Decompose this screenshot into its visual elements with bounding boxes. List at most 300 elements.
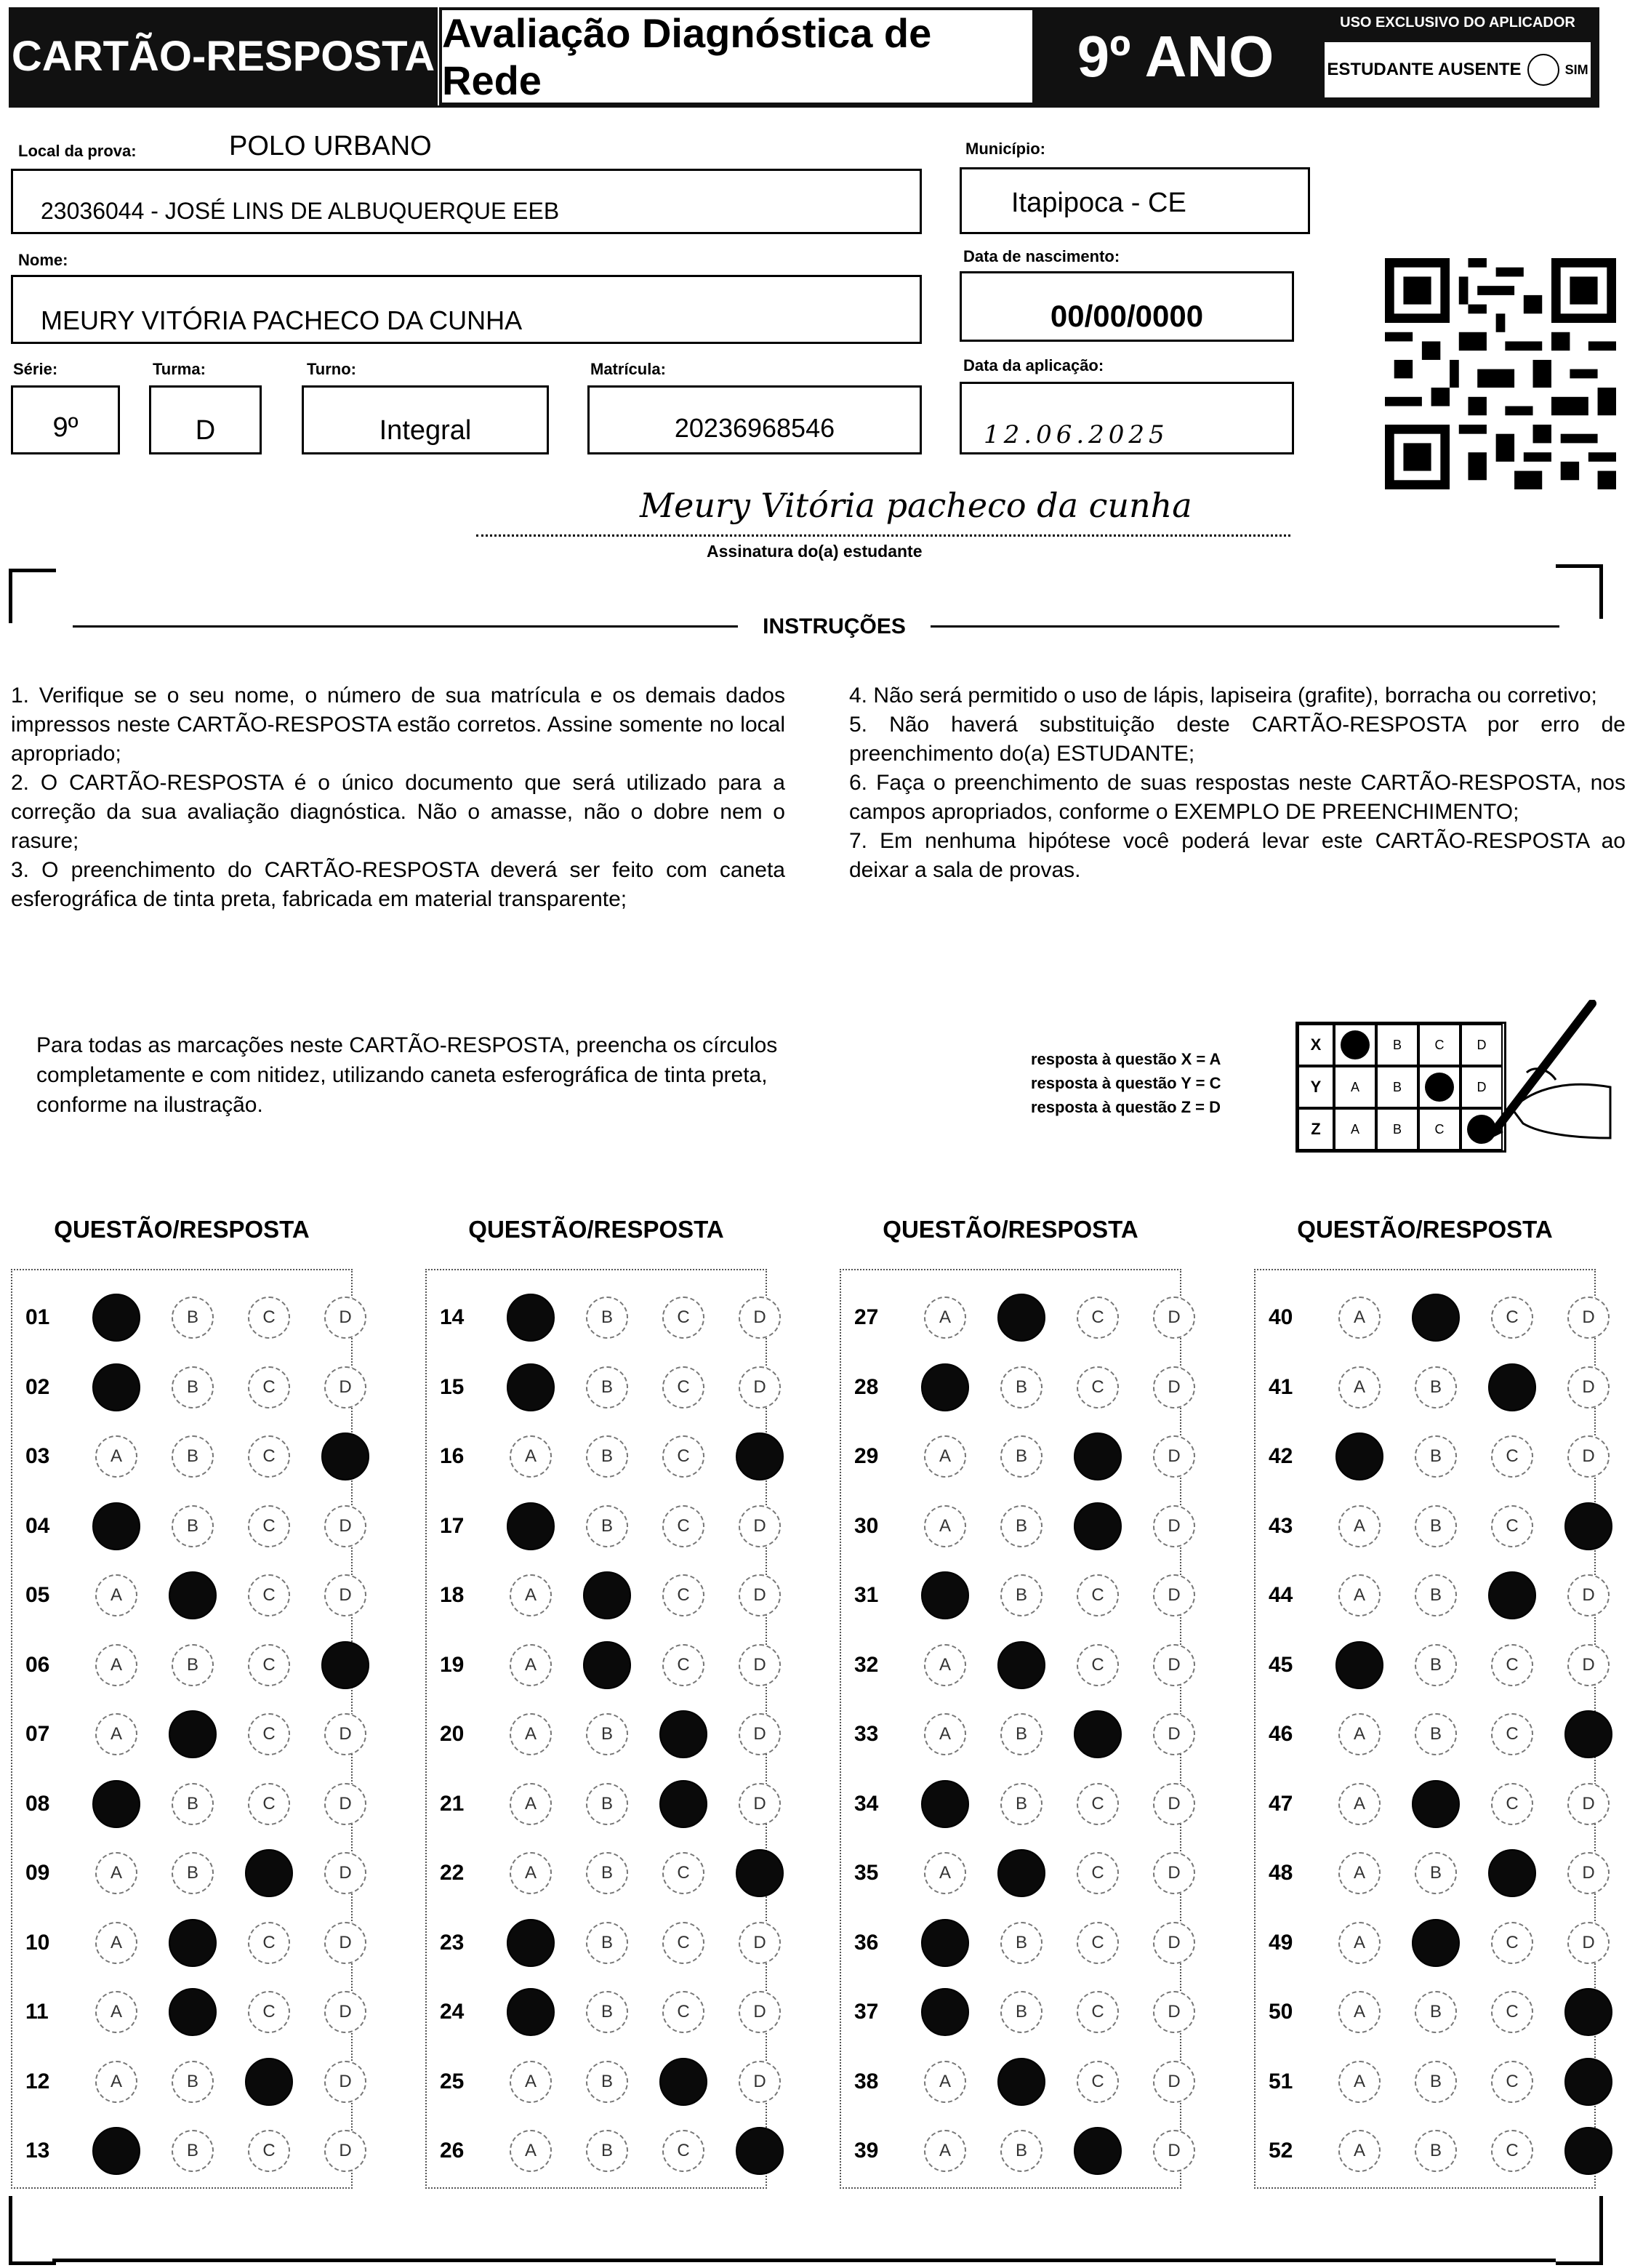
answer-bubble[interactable]: C	[662, 1991, 704, 2033]
answer-bubble-filled[interactable]	[1412, 1919, 1460, 1967]
question-number: 01	[25, 1305, 50, 1329]
answer-bubble[interactable]: B	[172, 1297, 214, 1339]
example-line-z: resposta à questão Z = D	[1031, 1098, 1221, 1116]
answer-bubble-filled[interactable]	[1564, 1988, 1612, 2036]
answer-bubble[interactable]: B	[1415, 1713, 1457, 1755]
answer-bubble[interactable]: B	[1000, 1713, 1043, 1755]
answer-bubble[interactable]: D	[739, 2061, 781, 2103]
question-number: 04	[25, 1513, 50, 1538]
answer-bubble-filled[interactable]	[169, 1919, 217, 1967]
question-number: 25	[440, 2069, 465, 2093]
answer-bubble[interactable]: D	[324, 1922, 366, 1964]
answer-bubble-filled[interactable]	[659, 2058, 707, 2106]
answer-bubble-filled[interactable]	[736, 1432, 784, 1480]
answer-bubble-filled[interactable]	[92, 2127, 140, 2175]
answer-bubble[interactable]: C	[248, 1435, 290, 1478]
answer-bubble-filled[interactable]	[169, 1710, 217, 1758]
answer-bubble[interactable]: C	[662, 1852, 704, 1894]
answer-bubble[interactable]: B	[586, 1991, 628, 2033]
answer-bubble[interactable]: D	[1567, 1366, 1610, 1409]
answer-bubble[interactable]: B	[1415, 2130, 1457, 2172]
question-number: 42	[1269, 1444, 1293, 1468]
answer-bubble[interactable]: D	[324, 1852, 366, 1894]
fill-note: Para todas as marcações neste CARTÃO-RESPOSTA, preencha os círculos completamente e com nitidez, utilizando caneta esferográfica de tinta preta, conforme na ilustração.	[36, 1033, 778, 1117]
example-bubble-filled	[1334, 1024, 1376, 1066]
serie-label: Série:	[13, 360, 58, 378]
answer-bubble[interactable]: A	[510, 2130, 552, 2172]
answer-bubble-filled[interactable]	[92, 1502, 140, 1550]
answer-bubble-filled[interactable]	[736, 1849, 784, 1897]
answer-bubble[interactable]: D	[1153, 1783, 1195, 1825]
answer-bubble-filled[interactable]	[997, 2058, 1045, 2106]
serie-value: 9º	[52, 412, 79, 443]
answer-bubble-filled[interactable]	[1564, 2058, 1612, 2106]
answer-bubble-filled[interactable]	[583, 1571, 631, 1619]
answer-bubble-filled[interactable]	[659, 1710, 707, 1758]
frame-bottom-line	[52, 2259, 1556, 2262]
answer-bubble[interactable]: C	[1491, 1783, 1533, 1825]
answer-bubble[interactable]: C	[248, 1574, 290, 1616]
answer-bubble[interactable]: B	[1000, 2130, 1043, 2172]
answer-bubble[interactable]: D	[1153, 1297, 1195, 1339]
answer-bubble-filled[interactable]	[997, 1294, 1045, 1342]
answer-bubble[interactable]: B	[172, 1783, 214, 1825]
answer-bubble-filled[interactable]	[92, 1363, 140, 1411]
turma-label: Turma:	[153, 360, 206, 378]
answer-bubble-filled[interactable]	[321, 1641, 369, 1689]
answer-bubble[interactable]: D	[1153, 1644, 1195, 1686]
answer-bubble[interactable]: D	[324, 2130, 366, 2172]
answer-bubble-filled[interactable]	[736, 2127, 784, 2175]
answer-bubble[interactable]: B	[1000, 1435, 1043, 1478]
answer-bubble[interactable]: C	[1491, 1922, 1533, 1964]
answer-bubble[interactable]: A	[510, 1435, 552, 1478]
answer-bubble[interactable]: A	[95, 2061, 137, 2103]
matricula-label: Matrícula:	[590, 360, 666, 378]
question-number: 31	[854, 1583, 879, 1607]
answer-bubble[interactable]: B	[586, 1922, 628, 1964]
question-number: 46	[1269, 1722, 1293, 1746]
question-number: 35	[854, 1861, 879, 1885]
answer-bubble[interactable]: C	[1077, 1574, 1119, 1616]
answer-bubble[interactable]: C	[1491, 1991, 1533, 2033]
matricula-field	[587, 385, 922, 454]
question-number: 51	[1269, 2069, 1293, 2093]
answer-bubble[interactable]: C	[1077, 1852, 1119, 1894]
answer-bubble[interactable]: C	[1077, 2061, 1119, 2103]
answer-bubble[interactable]: A	[1338, 1366, 1381, 1409]
answer-bubble[interactable]: B	[1415, 1644, 1457, 1686]
answer-bubble[interactable]: C	[248, 1366, 290, 1409]
answer-bubble[interactable]: C	[1491, 2130, 1533, 2172]
answer-bubble[interactable]: A	[1338, 1505, 1381, 1547]
answer-bubble-filled[interactable]	[1488, 1363, 1536, 1411]
answer-bubble[interactable]: B	[172, 2061, 214, 2103]
answer-bubble[interactable]: A	[510, 1713, 552, 1755]
answer-bubble[interactable]: C	[248, 1505, 290, 1547]
answer-bubble-filled[interactable]	[507, 1294, 555, 1342]
answer-bubble[interactable]: D	[1567, 1783, 1610, 1825]
answer-bubble-filled[interactable]	[921, 1780, 969, 1828]
absent-box	[1325, 42, 1591, 97]
local-label: Local da prova:	[18, 142, 137, 160]
answer-bubble[interactable]: B	[1415, 2061, 1457, 2103]
answer-bubble[interactable]: A	[510, 1644, 552, 1686]
instruction-6: 6. Faça o preenchimento de suas respostas neste CARTÃO-RESPOSTA, nos campos apropriados, conforme o EXEMPLO DE PREENCHIMENTO;	[849, 771, 1626, 824]
answer-bubble-filled[interactable]	[169, 1571, 217, 1619]
answer-bubble[interactable]: D	[1567, 1852, 1610, 1894]
example-line-x: resposta à questão X = A	[1031, 1050, 1221, 1068]
answer-bubble[interactable]: C	[248, 1783, 290, 1825]
answer-bubble[interactable]: D	[324, 1783, 366, 1825]
example-bubble: A	[1334, 1108, 1376, 1150]
answer-bubble-filled[interactable]	[507, 1919, 555, 1967]
answer-bubble-filled[interactable]	[583, 1641, 631, 1689]
question-number: 16	[440, 1444, 465, 1468]
answer-bubble-filled[interactable]	[659, 1780, 707, 1828]
answer-bubble[interactable]: D	[1567, 1297, 1610, 1339]
turno-value: Integral	[379, 415, 472, 446]
answer-bubble[interactable]: D	[1153, 1574, 1195, 1616]
municipio-field	[960, 167, 1310, 234]
answer-bubble[interactable]: C	[662, 1297, 704, 1339]
municipio-label: Município:	[965, 140, 1045, 158]
answer-bubble[interactable]: A	[1338, 1991, 1381, 2033]
turno-field	[302, 385, 549, 454]
answer-bubble-filled[interactable]	[321, 1432, 369, 1480]
question-number: 19	[440, 1652, 465, 1677]
answer-bubble[interactable]: D	[324, 1713, 366, 1755]
frame-corner-top-right	[1556, 564, 1603, 619]
matricula-value: 20236968546	[674, 413, 835, 443]
answer-bubble[interactable]: D	[324, 1991, 366, 2033]
answer-bubble[interactable]: D	[1567, 1922, 1610, 1964]
question-number: 24	[440, 2000, 465, 2024]
question-number: 10	[25, 1930, 50, 1955]
answer-bubble-filled[interactable]	[921, 1571, 969, 1619]
answer-bubble[interactable]: D	[1153, 2130, 1195, 2172]
answer-bubble-filled[interactable]	[1335, 1641, 1383, 1689]
answer-bubble[interactable]: B	[586, 2130, 628, 2172]
answer-bubble[interactable]: D	[324, 1297, 366, 1339]
signature: Meury Vitória pacheco da cunha	[640, 486, 1192, 525]
answer-bubble[interactable]: D	[739, 1922, 781, 1964]
answer-bubble[interactable]: B	[586, 1713, 628, 1755]
answer-bubble[interactable]: B	[586, 1435, 628, 1478]
answer-bubble[interactable]: A	[95, 1435, 137, 1478]
answer-bubble[interactable]: B	[586, 1783, 628, 1825]
answer-bubble[interactable]: C	[248, 2130, 290, 2172]
answer-bubble[interactable]: A	[924, 1713, 966, 1755]
answer-bubble-filled[interactable]	[1074, 2127, 1122, 2175]
answer-bubble[interactable]: C	[248, 1991, 290, 2033]
answer-bubble-filled[interactable]	[1412, 1780, 1460, 1828]
answer-bubble[interactable]: C	[1491, 1435, 1533, 1478]
answer-bubble[interactable]: B	[1000, 1991, 1043, 2033]
answer-bubble-filled[interactable]	[1564, 1502, 1612, 1550]
absent-bubble[interactable]	[1527, 54, 1559, 86]
answer-bubble[interactable]: C	[1491, 1505, 1533, 1547]
answer-bubble[interactable]: B	[1415, 1852, 1457, 1894]
question-number: 29	[854, 1444, 879, 1468]
question-number: 22	[440, 1861, 465, 1885]
answer-bubble-filled[interactable]	[1564, 2127, 1612, 2175]
answer-bubble-filled[interactable]	[1074, 1502, 1122, 1550]
example-question-label: Y	[1298, 1066, 1334, 1108]
question-number: 02	[25, 1374, 50, 1399]
answer-bubble-filled[interactable]	[92, 1294, 140, 1342]
answer-bubble-filled[interactable]	[169, 1988, 217, 2036]
question-number: 40	[1269, 1305, 1293, 1329]
answer-bubble[interactable]: B	[172, 1435, 214, 1478]
question-number: 39	[854, 2139, 879, 2163]
answer-bubble-filled[interactable]	[997, 1641, 1045, 1689]
answer-bubble[interactable]: A	[95, 1991, 137, 2033]
answer-bubble[interactable]: A	[924, 2061, 966, 2103]
answer-bubble[interactable]: D	[1567, 1435, 1610, 1478]
answer-bubble[interactable]: C	[1491, 1644, 1533, 1686]
question-number: 26	[440, 2139, 465, 2163]
answer-bubble-filled[interactable]	[921, 1988, 969, 2036]
answer-bubble[interactable]: B	[172, 1644, 214, 1686]
answer-bubble[interactable]: D	[1153, 1852, 1195, 1894]
answer-bubble-filled[interactable]	[1564, 1710, 1612, 1758]
question-number: 48	[1269, 1861, 1293, 1885]
answer-bubble[interactable]: C	[662, 1922, 704, 1964]
answer-bubble[interactable]: A	[95, 1852, 137, 1894]
answer-bubble[interactable]: D	[739, 1644, 781, 1686]
aplicacao-label: Data da aplicação:	[963, 356, 1104, 374]
answer-bubble-filled[interactable]	[921, 1919, 969, 1967]
answer-bubble[interactable]: C	[1077, 1922, 1119, 1964]
answer-bubble[interactable]: D	[1153, 2061, 1195, 2103]
answer-bubble[interactable]: C	[662, 2130, 704, 2172]
grade-title: 9º ANO	[1035, 7, 1316, 105]
evaluation-title: Avaliação Diagnóstica de Rede	[439, 7, 1035, 105]
applicator-label: USO EXCLUSIVO DO APLICADOR	[1340, 15, 1575, 31]
answer-bubble[interactable]: B	[1415, 1991, 1457, 2033]
answer-bubble[interactable]: A	[95, 1644, 137, 1686]
question-number: 52	[1269, 2139, 1293, 2163]
answer-bubble[interactable]: C	[1077, 1366, 1119, 1409]
answer-bubble[interactable]: B	[172, 1852, 214, 1894]
frame-corner-top-left	[9, 569, 56, 623]
answer-bubble[interactable]: A	[510, 1574, 552, 1616]
answer-bubble[interactable]: D	[1153, 1991, 1195, 2033]
answer-bubble-filled[interactable]	[1074, 1432, 1122, 1480]
answer-bubble-filled[interactable]	[1488, 1849, 1536, 1897]
answer-bubble[interactable]: B	[1000, 1366, 1043, 1409]
question-number: 09	[25, 1861, 50, 1885]
answer-bubble[interactable]: A	[1338, 2061, 1381, 2103]
question-number: 15	[440, 1374, 465, 1399]
answer-bubble[interactable]: A	[510, 2061, 552, 2103]
answer-bubble[interactable]: A	[1338, 1297, 1381, 1339]
answer-bubble[interactable]: D	[739, 1366, 781, 1409]
example-bubble: B	[1376, 1024, 1418, 1066]
answer-bubble[interactable]: C	[248, 1644, 290, 1686]
answer-bubble[interactable]: D	[739, 1297, 781, 1339]
answer-bubble[interactable]: B	[1000, 1505, 1043, 1547]
answer-bubble[interactable]: C	[1491, 1713, 1533, 1755]
turno-label: Turno:	[307, 360, 357, 378]
instruction-2: 2. O CARTÃO-RESPOSTA é o único documento que será utilizado para a correção da sua avaliação diagnóstica. Não o amasse, não o dobre nem o rasure;	[11, 771, 785, 853]
question-number: 27	[854, 1305, 879, 1329]
question-number: 36	[854, 1930, 879, 1955]
column-title: QUESTÃO/RESPOSTA	[468, 1216, 724, 1243]
answer-bubble[interactable]: A	[510, 1783, 552, 1825]
answer-bubble[interactable]: A	[1338, 1574, 1381, 1616]
answer-bubble[interactable]: A	[924, 1644, 966, 1686]
applicator-panel	[1316, 7, 1599, 105]
example-legend	[1031, 1047, 1221, 1119]
answer-bubble[interactable]: B	[172, 2130, 214, 2172]
question-number: 50	[1269, 2000, 1293, 2024]
example-question-label: X	[1298, 1024, 1334, 1066]
answer-bubble[interactable]: D	[739, 1991, 781, 2033]
answer-bubble[interactable]: B	[172, 1366, 214, 1409]
answer-bubble[interactable]: C	[1491, 2061, 1533, 2103]
answer-bubble[interactable]: D	[739, 1505, 781, 1547]
example-bubble: D	[1461, 1066, 1503, 1108]
question-number: 06	[25, 1652, 50, 1677]
answer-bubble[interactable]: B	[1415, 1574, 1457, 1616]
signature-label: Assinatura do(a) estudante	[707, 542, 923, 561]
question-number: 38	[854, 2069, 879, 2093]
answer-bubble[interactable]: C	[662, 1505, 704, 1547]
answer-bubble[interactable]: D	[1153, 1713, 1195, 1755]
answer-bubble[interactable]: A	[510, 1852, 552, 1894]
answer-bubble[interactable]: C	[662, 1435, 704, 1478]
answer-bubble[interactable]: D	[324, 1505, 366, 1547]
school-value: 23036044 - JOSÉ LINS DE ALBUQUERQUE EEB	[41, 198, 560, 224]
answer-bubble[interactable]: B	[1000, 1574, 1043, 1616]
answer-bubble[interactable]: C	[1077, 1991, 1119, 2033]
answer-bubble[interactable]: B	[586, 1366, 628, 1409]
answer-bubble[interactable]: C	[1491, 1297, 1533, 1339]
example-line-y: resposta à questão Y = C	[1031, 1074, 1221, 1092]
example-bubble: D	[1461, 1024, 1503, 1066]
answer-bubble[interactable]: A	[95, 1922, 137, 1964]
question-number: 21	[440, 1791, 465, 1816]
answer-bubble[interactable]: B	[1000, 1783, 1043, 1825]
answer-bubble[interactable]: A	[924, 1852, 966, 1894]
answer-bubble[interactable]: C	[662, 1574, 704, 1616]
instruction-7: 7. Em nenhuma hipótese você poderá levar este CARTÃO-RESPOSTA ao deixar a sala de provas.	[849, 829, 1626, 882]
answer-bubble[interactable]: D	[1567, 1574, 1610, 1616]
answer-bubble[interactable]: B	[586, 1297, 628, 1339]
answer-bubble[interactable]: A	[95, 1713, 137, 1755]
absent-option: SIM	[1564, 62, 1588, 77]
answer-bubble-filled[interactable]	[245, 2058, 293, 2106]
turma-field	[149, 385, 262, 454]
answer-bubble-filled[interactable]	[507, 1988, 555, 2036]
answer-bubble[interactable]: D	[739, 1783, 781, 1825]
answer-bubble[interactable]: A	[1338, 1852, 1381, 1894]
answer-bubble[interactable]: A	[924, 1297, 966, 1339]
question-number: 47	[1269, 1791, 1293, 1816]
aplicacao-field	[960, 382, 1294, 454]
nome-value: MEURY VITÓRIA PACHECO DA CUNHA	[41, 305, 523, 335]
question-number: 33	[854, 1722, 879, 1746]
answer-bubble[interactable]: A	[1338, 1783, 1381, 1825]
answer-bubble-filled[interactable]	[507, 1502, 555, 1550]
answer-bubble[interactable]: A	[924, 1505, 966, 1547]
answer-bubble-filled[interactable]	[1488, 1571, 1536, 1619]
question-number: 13	[25, 2139, 50, 2163]
instruction-3: 3. O preenchimento do CARTÃO-RESPOSTA deverá ser feito com caneta esferográfica de tinta preta, fabricada em material transparente;	[11, 858, 785, 911]
answer-bubble[interactable]: B	[172, 1505, 214, 1547]
answer-bubble-filled[interactable]	[921, 1363, 969, 1411]
answer-bubble[interactable]: B	[586, 1505, 628, 1547]
answer-bubble[interactable]: A	[95, 1574, 137, 1616]
answer-bubble[interactable]: D	[1567, 1644, 1610, 1686]
answer-bubble[interactable]: A	[1338, 2130, 1381, 2172]
example-bubble: B	[1376, 1108, 1418, 1150]
question-number: 18	[440, 1583, 465, 1607]
answer-bubble-filled[interactable]	[997, 1849, 1045, 1897]
answer-bubble[interactable]: C	[248, 1297, 290, 1339]
answer-bubble[interactable]: B	[586, 1852, 628, 1894]
answer-bubble-filled[interactable]	[1074, 1710, 1122, 1758]
answer-bubble[interactable]: D	[1153, 1505, 1195, 1547]
answer-bubble[interactable]: C	[662, 1644, 704, 1686]
answer-bubble[interactable]: D	[739, 1713, 781, 1755]
answer-bubble[interactable]: D	[324, 2061, 366, 2103]
answer-bubble[interactable]: C	[1077, 1644, 1119, 1686]
answer-bubble[interactable]: C	[248, 1713, 290, 1755]
instruction-4: 4. Não será permitido o uso de lápis, lapiseira (grafite), borracha ou corretivo;	[849, 684, 1597, 708]
question-number: 28	[854, 1374, 879, 1399]
answer-bubble-filled[interactable]	[92, 1780, 140, 1828]
question-number: 05	[25, 1583, 50, 1607]
question-number: 11	[25, 2000, 49, 2024]
answer-bubble-filled[interactable]	[507, 1363, 555, 1411]
answer-bubble[interactable]: C	[662, 1366, 704, 1409]
answer-bubble[interactable]: D	[1153, 1922, 1195, 1964]
answer-bubble[interactable]: C	[248, 1922, 290, 1964]
answer-bubble[interactable]: D	[739, 1574, 781, 1616]
card-title: CARTÃO-RESPOSTA	[9, 7, 438, 105]
answer-bubble[interactable]: C	[1077, 1783, 1119, 1825]
answer-bubble[interactable]: D	[1153, 1366, 1195, 1409]
example-question-label: Z	[1298, 1108, 1334, 1150]
question-number: 03	[25, 1444, 50, 1468]
instructions-rule-left	[73, 625, 738, 628]
answer-bubble[interactable]: A	[924, 1435, 966, 1478]
answer-bubble[interactable]: D	[324, 1574, 366, 1616]
answer-bubble[interactable]: B	[586, 2061, 628, 2103]
question-number: 14	[440, 1305, 465, 1329]
question-number: 07	[25, 1722, 50, 1746]
answer-bubble[interactable]: C	[1077, 1297, 1119, 1339]
question-number: 44	[1269, 1583, 1293, 1607]
nascimento-field	[960, 271, 1294, 342]
answer-bubble[interactable]: A	[1338, 1922, 1381, 1964]
answer-bubble[interactable]: B	[1415, 1435, 1457, 1478]
answer-bubble[interactable]: D	[324, 1366, 366, 1409]
answer-bubble[interactable]: D	[1153, 1435, 1195, 1478]
answer-bubble[interactable]: B	[1415, 1505, 1457, 1547]
answer-bubble[interactable]: A	[1338, 1713, 1381, 1755]
answer-bubble-filled[interactable]	[245, 1849, 293, 1897]
answer-bubble[interactable]: B	[1000, 1922, 1043, 1964]
answer-bubble-filled[interactable]	[1335, 1432, 1383, 1480]
answer-bubble[interactable]: A	[924, 2130, 966, 2172]
answer-bubble[interactable]: B	[1415, 1366, 1457, 1409]
answer-bubble-filled[interactable]	[1412, 1294, 1460, 1342]
question-number: 17	[440, 1513, 465, 1538]
